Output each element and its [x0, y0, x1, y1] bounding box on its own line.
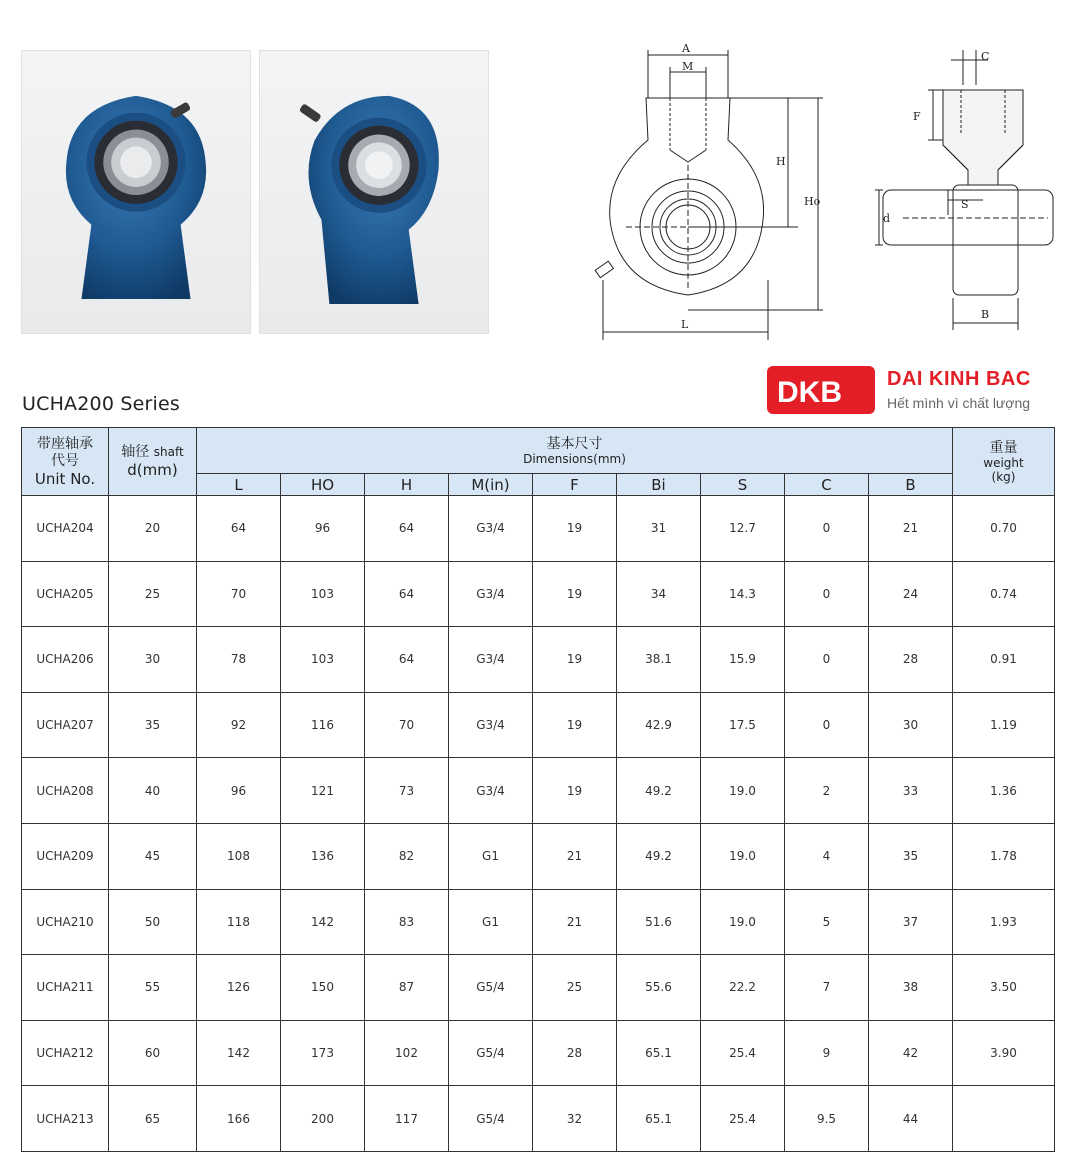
- table-cell: G3/4: [449, 496, 533, 562]
- dim-label-s: S: [961, 198, 969, 211]
- table-cell: 40: [109, 758, 197, 824]
- table-cell: 19: [533, 758, 617, 824]
- table-cell: 0: [785, 496, 869, 562]
- unit-number-cell: UCHA205: [22, 561, 109, 627]
- table-cell: 19.0: [701, 758, 785, 824]
- table-cell: G3/4: [449, 627, 533, 693]
- header-dim-col: F: [533, 474, 617, 496]
- unit-number-cell: UCHA207: [22, 692, 109, 758]
- table-cell: 96: [281, 496, 365, 562]
- table-cell: 142: [197, 1020, 281, 1086]
- dim-label-b: B: [981, 308, 990, 321]
- table-row: [22, 692, 1055, 758]
- table-cell: 0.91: [953, 627, 1055, 693]
- table-cell: 35: [109, 692, 197, 758]
- table-cell: 96: [197, 758, 281, 824]
- table-cell: 1.93: [953, 889, 1055, 955]
- table-row: [22, 1020, 1055, 1086]
- table-cell: 38: [869, 955, 953, 1021]
- table-cell: 20: [109, 496, 197, 562]
- table-cell: 7: [785, 955, 869, 1021]
- table-cell: 21: [533, 823, 617, 889]
- table-row: [22, 627, 1055, 693]
- table-cell: 19: [533, 496, 617, 562]
- table-cell: 173: [281, 1020, 365, 1086]
- table-cell: 17.5: [701, 692, 785, 758]
- table-cell: 60: [109, 1020, 197, 1086]
- table-row: [22, 561, 1055, 627]
- dim-label-l: L: [681, 318, 689, 331]
- table-cell: 166: [197, 1086, 281, 1152]
- table-row: [22, 823, 1055, 889]
- table-cell: 73: [365, 758, 449, 824]
- header-dim-col: M(in): [449, 474, 533, 496]
- unit-number-cell: UCHA210: [22, 889, 109, 955]
- bearing-housing-image-angled: [260, 51, 488, 333]
- product-photo-angle: [259, 50, 489, 334]
- bearing-housing-image: [22, 51, 250, 333]
- table-cell: 3.90: [953, 1020, 1055, 1086]
- table-cell: 64: [365, 627, 449, 693]
- spec-table-body: [22, 496, 1055, 1152]
- table-cell: 126: [197, 955, 281, 1021]
- table-cell: 65.1: [617, 1086, 701, 1152]
- table-cell: 42.9: [617, 692, 701, 758]
- brand-logo: [767, 366, 1057, 416]
- table-cell: G3/4: [449, 692, 533, 758]
- spec-table: [21, 427, 1055, 1152]
- table-cell: 38.1: [617, 627, 701, 693]
- dim-label-ho: Ho: [804, 195, 821, 208]
- table-cell: 12.7: [701, 496, 785, 562]
- table-cell: 25.4: [701, 1086, 785, 1152]
- table-cell: 108: [197, 823, 281, 889]
- table-cell: 25: [533, 955, 617, 1021]
- header-weight: 重量 weight (kg): [953, 428, 1055, 496]
- header-dim-col: S: [701, 474, 785, 496]
- table-cell: 55: [109, 955, 197, 1021]
- header-dim-col: HO: [281, 474, 365, 496]
- table-cell: 24: [869, 561, 953, 627]
- table-cell: 19: [533, 561, 617, 627]
- table-cell: 1.36: [953, 758, 1055, 824]
- brand-slogan: Hết mình vì chất lượng: [887, 395, 1031, 411]
- table-row: [22, 496, 1055, 562]
- table-cell: G5/4: [449, 955, 533, 1021]
- table-cell: 142: [281, 889, 365, 955]
- table-cell: G1: [449, 823, 533, 889]
- table-cell: 34: [617, 561, 701, 627]
- table-cell: 78: [197, 627, 281, 693]
- unit-number-cell: UCHA209: [22, 823, 109, 889]
- front-view-drawing: [578, 40, 833, 345]
- table-cell: 136: [281, 823, 365, 889]
- table-cell: 102: [365, 1020, 449, 1086]
- unit-number-cell: UCHA208: [22, 758, 109, 824]
- table-cell: 117: [365, 1086, 449, 1152]
- table-cell: 65.1: [617, 1020, 701, 1086]
- table-cell: 42: [869, 1020, 953, 1086]
- dim-label-m: M: [682, 60, 694, 73]
- table-cell: 64: [365, 561, 449, 627]
- header-dim-col: Bi: [617, 474, 701, 496]
- table-cell: 2: [785, 758, 869, 824]
- table-cell: 28: [533, 1020, 617, 1086]
- header-dim-col: B: [869, 474, 953, 496]
- table-cell: 70: [197, 561, 281, 627]
- table-cell: [953, 1086, 1055, 1152]
- table-cell: 37: [869, 889, 953, 955]
- logo-mark-text: DKB: [777, 376, 842, 409]
- table-cell: 1.19: [953, 692, 1055, 758]
- unit-number-cell: UCHA212: [22, 1020, 109, 1086]
- header-dim-col: H: [365, 474, 449, 496]
- table-cell: 0: [785, 627, 869, 693]
- table-cell: 200: [281, 1086, 365, 1152]
- table-cell: 30: [869, 692, 953, 758]
- series-title: UCHA200 Series: [22, 393, 180, 415]
- unit-number-cell: UCHA213: [22, 1086, 109, 1152]
- table-cell: G1: [449, 889, 533, 955]
- table-cell: 19: [533, 627, 617, 693]
- table-row: [22, 1086, 1055, 1152]
- dim-label-h: H: [776, 155, 786, 168]
- table-cell: 49.2: [617, 823, 701, 889]
- table-cell: G5/4: [449, 1020, 533, 1086]
- table-row: [22, 955, 1055, 1021]
- brand-name: DAI KINH BAC: [887, 368, 1031, 390]
- table-cell: 45: [109, 823, 197, 889]
- table-cell: 44: [869, 1086, 953, 1152]
- unit-number-cell: UCHA211: [22, 955, 109, 1021]
- table-cell: 70: [365, 692, 449, 758]
- table-cell: 121: [281, 758, 365, 824]
- table-cell: 15.9: [701, 627, 785, 693]
- table-cell: 1.78: [953, 823, 1055, 889]
- table-cell: 50: [109, 889, 197, 955]
- table-cell: 19.0: [701, 889, 785, 955]
- table-cell: 92: [197, 692, 281, 758]
- unit-number-cell: UCHA204: [22, 496, 109, 562]
- table-row: [22, 889, 1055, 955]
- table-cell: 116: [281, 692, 365, 758]
- table-cell: 32: [533, 1086, 617, 1152]
- table-cell: 103: [281, 561, 365, 627]
- dim-label-c: C: [981, 50, 990, 63]
- table-cell: 19.0: [701, 823, 785, 889]
- table-cell: 103: [281, 627, 365, 693]
- table-cell: 65: [109, 1086, 197, 1152]
- table-cell: G3/4: [449, 561, 533, 627]
- table-cell: 0: [785, 692, 869, 758]
- table-cell: 82: [365, 823, 449, 889]
- table-cell: 9.5: [785, 1086, 869, 1152]
- table-cell: 30: [109, 627, 197, 693]
- table-cell: 118: [197, 889, 281, 955]
- product-photo-front: [21, 50, 251, 334]
- dim-label-d: d: [883, 212, 891, 225]
- dim-label-a: A: [682, 42, 690, 55]
- table-cell: 25.4: [701, 1020, 785, 1086]
- table-cell: 14.3: [701, 561, 785, 627]
- header-shaft: 轴径 shaft d(mm): [109, 428, 197, 496]
- table-cell: 49.2: [617, 758, 701, 824]
- table-cell: 64: [197, 496, 281, 562]
- dim-label-f: F: [913, 110, 921, 123]
- table-cell: 19: [533, 692, 617, 758]
- side-view-drawing: [873, 40, 1058, 330]
- table-cell: G5/4: [449, 1086, 533, 1152]
- table-cell: 28: [869, 627, 953, 693]
- table-cell: 5: [785, 889, 869, 955]
- table-cell: 0.74: [953, 561, 1055, 627]
- table-cell: 51.6: [617, 889, 701, 955]
- table-cell: 83: [365, 889, 449, 955]
- table-cell: 25: [109, 561, 197, 627]
- table-cell: 64: [365, 496, 449, 562]
- table-cell: 3.50: [953, 955, 1055, 1021]
- table-cell: 35: [869, 823, 953, 889]
- table-cell: 21: [869, 496, 953, 562]
- table-cell: 22.2: [701, 955, 785, 1021]
- table-cell: 87: [365, 955, 449, 1021]
- table-cell: 9: [785, 1020, 869, 1086]
- table-cell: G3/4: [449, 758, 533, 824]
- unit-number-cell: UCHA206: [22, 627, 109, 693]
- table-cell: 0: [785, 561, 869, 627]
- header-unit-no: 带座轴承 代号 Unit No.: [22, 428, 109, 496]
- table-cell: 0.70: [953, 496, 1055, 562]
- table-cell: 31: [617, 496, 701, 562]
- header-dim-col: L: [197, 474, 281, 496]
- header-dimensions: 基本尺寸 Dimensions(mm): [197, 428, 953, 474]
- table-cell: 4: [785, 823, 869, 889]
- table-cell: 150: [281, 955, 365, 1021]
- table-cell: 33: [869, 758, 953, 824]
- table-cell: 55.6: [617, 955, 701, 1021]
- logo-mark: [767, 366, 875, 414]
- header-dim-col: C: [785, 474, 869, 496]
- table-cell: 21: [533, 889, 617, 955]
- table-row: [22, 758, 1055, 824]
